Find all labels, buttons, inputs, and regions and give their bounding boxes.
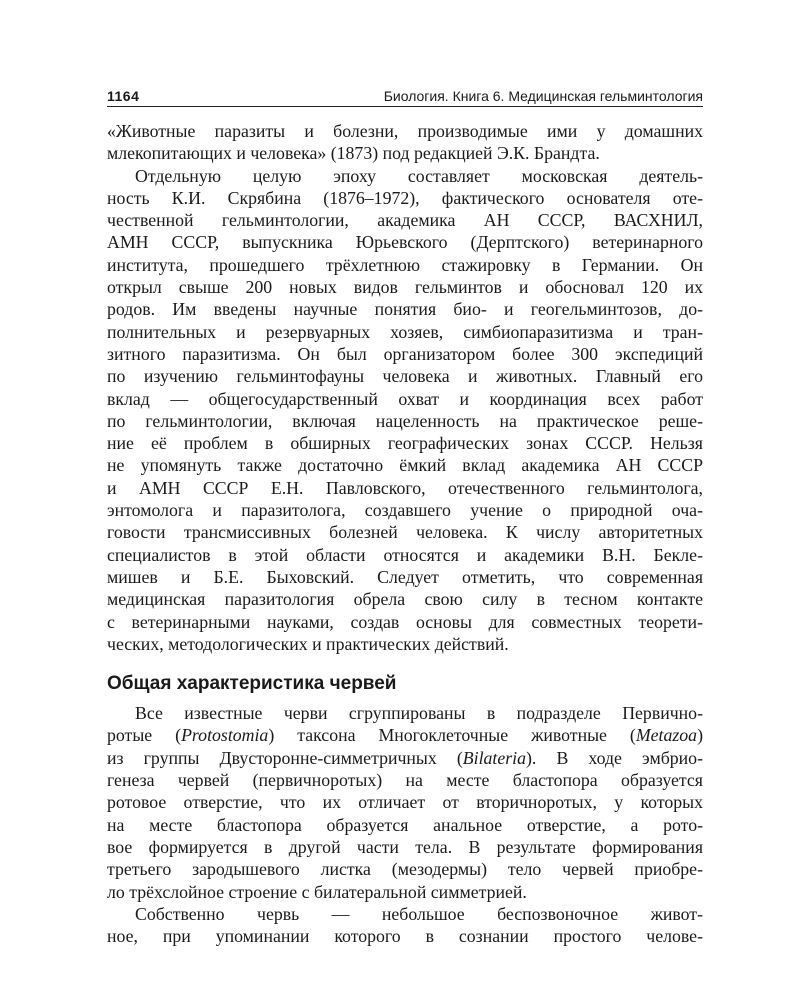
text-line: по гельминтологии, включая нацеленность на практическое реше- — [107, 410, 703, 431]
text-line: института, прошедшего трёхлетнюю стажировку в Германии. Он — [107, 254, 703, 275]
text-line: ротовое отверстие, что их отличает от вторичноротых, у которых — [107, 792, 703, 813]
text-line: генеза червей (первичноротых) на месте бластопора образуется — [107, 770, 703, 791]
section-history — [107, 120, 703, 655]
term-bilateria: Bilateria — [462, 747, 526, 768]
text-line: Собственно червь — небольшое беспозвоночное живот- — [135, 903, 703, 924]
text-line: с ветеринарными науками, создав основы для совместных теорети- — [107, 611, 703, 632]
text-line: мишев и Б.Е. Быховский. Следует отметить, что современная — [107, 566, 703, 587]
text-line: ность К.И. Скрябина (1876–1972), фактического основателя оте- — [107, 187, 703, 208]
text-line: Отдельную целую эпоху составляет московская деятель- — [135, 165, 703, 186]
text-run: ) — [697, 725, 703, 746]
text-line: и АМН СССР Е.Н. Павловского, отечественного гельминтолога, — [107, 477, 703, 498]
text-run: ) таксона Многоклеточные животные ( — [268, 725, 636, 746]
text-line: по изучению гельминтофауны человека и животных. Главный его — [107, 366, 703, 387]
page-body — [107, 120, 703, 947]
text-line: вое формируется в другой части тела. В результате формирования — [107, 836, 703, 857]
text-line: говости трансмиссивных болезней человека. К числу авторитетных — [107, 522, 703, 543]
term-metazoa: Metazoa — [635, 725, 698, 746]
text-run: ). В ходе эмбрио- — [526, 747, 703, 768]
text-run: из группы Двусторонне-симметричных ( — [107, 747, 463, 768]
text-line — [107, 747, 703, 769]
text-line: специалистов в этой области относятся и академики В.Н. Бекле- — [107, 544, 703, 565]
text-line: вклад — общегосударственный охват и координация всех работ — [107, 388, 703, 409]
text-line: млекопитающих и человека» (1873) под редакцией Э.К. Брандта. — [107, 143, 600, 164]
text-line: ное, при упоминании которого в сознании простого челове- — [107, 926, 703, 947]
text-run: ротые ( — [107, 725, 182, 746]
section-heading: Общая характеристика червей — [107, 673, 397, 695]
running-title: Биология. Книга 6. Медицинская гельминтология — [383, 88, 703, 104]
text-line: энтомолога и паразитолога, создавшего учение о природной оча- — [107, 500, 703, 521]
text-line: чественной гельминтологии, академика АН СССР, ВАСХНИЛ, — [107, 210, 703, 231]
text-line: третьего зародышевого листка (мезодермы) тело червей приобре- — [107, 859, 703, 880]
text-line: родов. Им введены научные понятия био- и геогельминтозов, до- — [107, 299, 703, 320]
page-number: 1164 — [107, 88, 140, 104]
text-line: ние её проблем в обширных географических зонах СССР. Нельзя — [107, 433, 703, 454]
running-header — [107, 84, 703, 107]
term-protostomia: Protostomia — [181, 725, 269, 746]
text-line: ческих, методологических и практических действий. — [107, 633, 509, 654]
section-worms — [107, 702, 703, 947]
text-line: Все известные черви сгруппированы в подразделе Первично- — [135, 703, 703, 724]
text-line: не упомянуть также достаточно ёмкий вклад академика АН СССР — [107, 455, 703, 476]
text-line: зитного паразитизма. Он был организатором более 300 экспедиций — [107, 343, 703, 364]
text-line: полнительных и резервуарных хозяев, симбиопаразитизма и тран- — [107, 321, 703, 342]
text-line — [107, 724, 703, 746]
text-line: ло трёхслойное строение с билатеральной симметрией. — [107, 881, 527, 902]
text-line: «Животные паразиты и болезни, производимые ими у домашних — [107, 121, 703, 141]
text-line: открыл свыше 200 новых видов гельминтов и обосновал 120 их — [107, 277, 703, 298]
text-line: АМН СССР, выпускника Юрьевского (Дерптского) ветеринарного — [107, 232, 703, 253]
text-line: медицинская паразитология обрела свою силу в тесном контакте — [107, 589, 703, 610]
text-line: на месте бластопора образуется анальное отверстие, а рото- — [107, 814, 703, 835]
